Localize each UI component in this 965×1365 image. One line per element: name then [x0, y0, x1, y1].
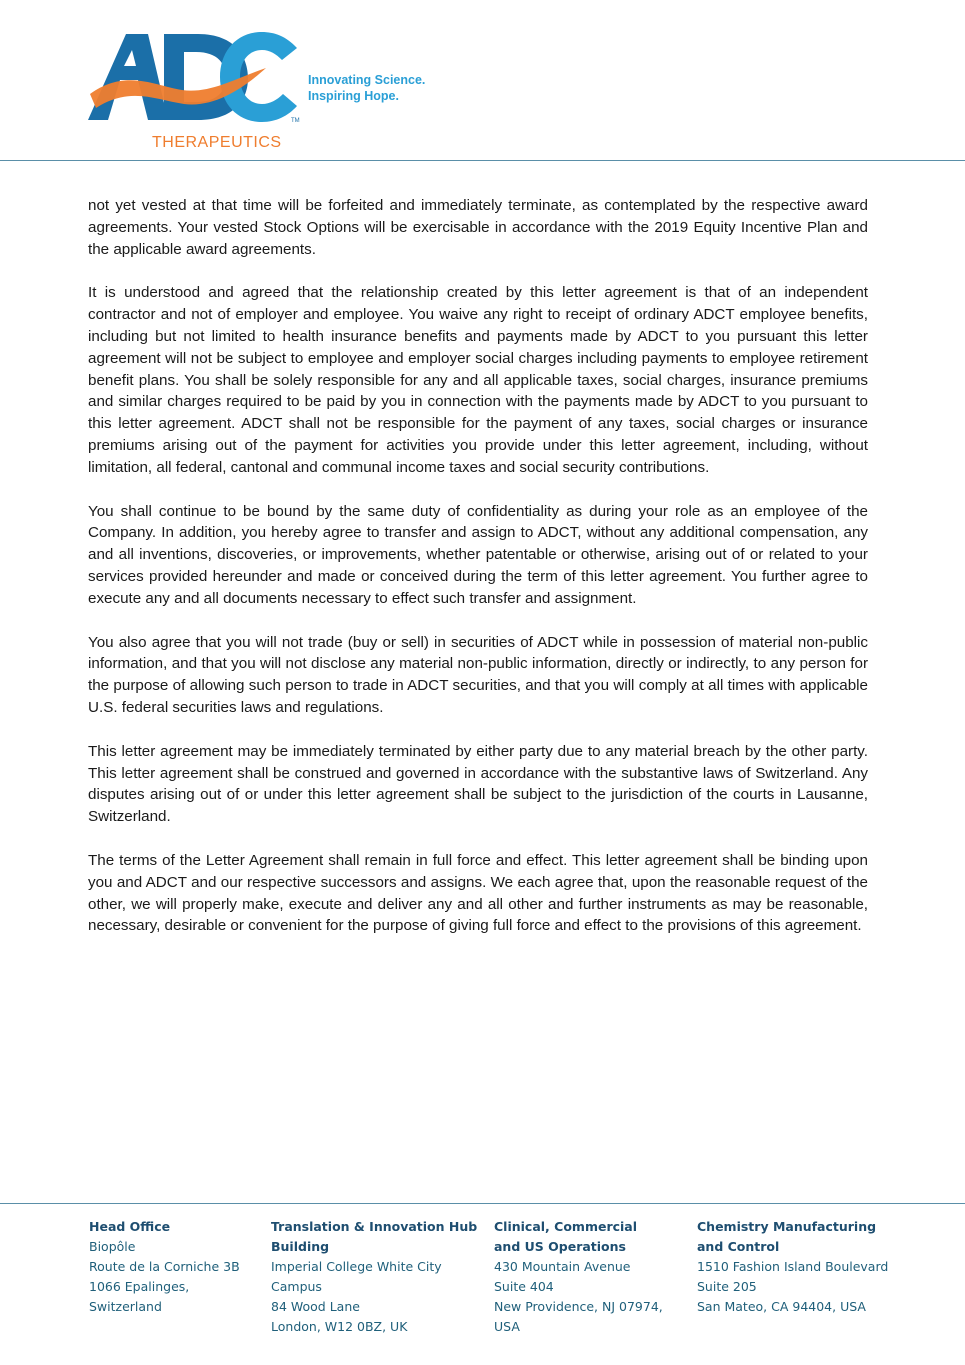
tagline-line1: Innovating Science.: [308, 73, 426, 87]
company-logo: [86, 28, 436, 153]
footer-clinical-title: and US Operations: [494, 1239, 626, 1254]
footer-address-line: 84 Wood Lane: [271, 1299, 360, 1314]
footer-address-line: Campus: [271, 1279, 322, 1294]
footer-address-line: 1066 Epalinges,: [89, 1279, 190, 1294]
footer-manufacturing: [697, 1217, 888, 1317]
footer-head-office: [89, 1217, 240, 1317]
adc-logo-mark: [86, 28, 306, 153]
tagline-line2: Inspiring Hope.: [308, 89, 399, 103]
footer-address-line: Suite 205: [697, 1279, 757, 1294]
footer-address-line: Route de la Corniche 3B: [89, 1259, 240, 1274]
paragraph-vesting: not yet vested at that time will be forfeited and immediately terminate, as contemplated by the respective award agreements. Your vested Stock Options will be exercisable in accordance with the 2019 Equity Incentive Plan and the applicable award agreements.: [88, 197, 868, 258]
paragraph-confidentiality: You shall continue to be bound by the same duty of confidentiality as during your role as an employee of the Company. In addition, you hereby agree to transfer and assign to ADCT, without any additional compensation, any and all inventions, discoveries, or improvements, whether patentable or otherwise, arising out of or related to your services provided hereunder and made or conceived during the term of this letter agreement. You further agree to execute any and all documents necessary to effect such transfer and assignment.: [88, 502, 868, 607]
footer-manufacturing-title: and Control: [697, 1239, 780, 1254]
letter-body: [88, 195, 868, 959]
footer-address-line: 1510 Fashion Island Boulevard: [697, 1259, 889, 1274]
footer-address-line: USA: [494, 1319, 520, 1334]
footer-address-line: Biopôle: [89, 1239, 136, 1254]
header-divider: [0, 160, 965, 161]
footer-address-line: Switzerland: [89, 1299, 162, 1314]
footer-address-line: 430 Mountain Avenue: [494, 1259, 631, 1274]
footer-clinical-title: Clinical, Commercial: [494, 1219, 638, 1234]
footer-translation-hub-title: Translation & Innovation Hub: [271, 1219, 478, 1234]
paragraph-terms: The terms of the Letter Agreement shall remain in full force and effect. This letter agreement shall be binding upon you and ADCT and our respective successors and assigns. We each agree that, upon the reasonable request of the other, we will properly make, execute and deliver any and all other and further instruments as may be reasonable, necessary, desirable or convenient for the purpose of giving full force and effect to the provisions of this agreement.: [88, 851, 868, 935]
paragraph-termination: This letter agreement may be immediately terminated by either party due to any material breach by the other party. This letter agreement shall be construed and governed in accordance with the substantive laws of Switzerland. Any disputes arising out of or under this letter agreement shall be subject to the jurisdiction of the courts in Lausanne, Switzerland.: [88, 742, 868, 826]
logo-subtext: THERAPEUTICS: [152, 134, 282, 151]
footer-address-line: San Mateo, CA 94404, USA: [697, 1299, 866, 1314]
footer-divider: [0, 1203, 965, 1204]
footer-head-office-title: Head Office: [89, 1219, 171, 1234]
paragraph-securities-trading: You also agree that you will not trade (buy or sell) in securities of ADCT while in possession of material non-public information, and that you will not disclose any material non-public information, directly or indirectly, to any person for the purpose of allowing such person to trade in ADCT securities, and that you will comply at all times with applicable U.S. federal securities laws and regulations.: [88, 633, 868, 716]
footer-address-line: New Providence, NJ 07974,: [494, 1299, 663, 1314]
footer-address-line: London, W12 0BZ, UK: [271, 1319, 408, 1334]
tagline: [308, 72, 425, 104]
footer-address-line: Suite 404: [494, 1279, 554, 1294]
footer-manufacturing-title: Chemistry Manufacturing: [697, 1219, 877, 1234]
footer-translation-hub: [271, 1217, 477, 1337]
footer-translation-hub-title: Building: [271, 1239, 330, 1254]
svg-text:TM: TM: [291, 118, 300, 124]
footer-clinical-operations: [494, 1217, 663, 1337]
footer-address-line: Imperial College White City: [271, 1259, 442, 1274]
paragraph-independent-contractor: It is understood and agreed that the relationship created by this letter agreement is that of an independent contractor and not of employer and employee. You waive any right to receipt of ordinary ADCT employee benefits, including but not limited to health insurance benefits and payments made by ADCT to you pursuant this letter agreement will not be subject to employee and employer social charges including payments to employee retirement benefit plans. You shall be solely responsible for any and all applicable taxes, social charges, insurance premiums and similar charges required to be paid by you in connection with the payments made by ADCT to you pursuant to this letter agreement. ADCT shall not be responsible for the payment of any taxes, social charges or insurance premiums arising out of the payment for activities you provide under this letter agreement, including, without limitation, all federal, cantonal and communal income taxes and social security contributions.: [88, 284, 868, 476]
